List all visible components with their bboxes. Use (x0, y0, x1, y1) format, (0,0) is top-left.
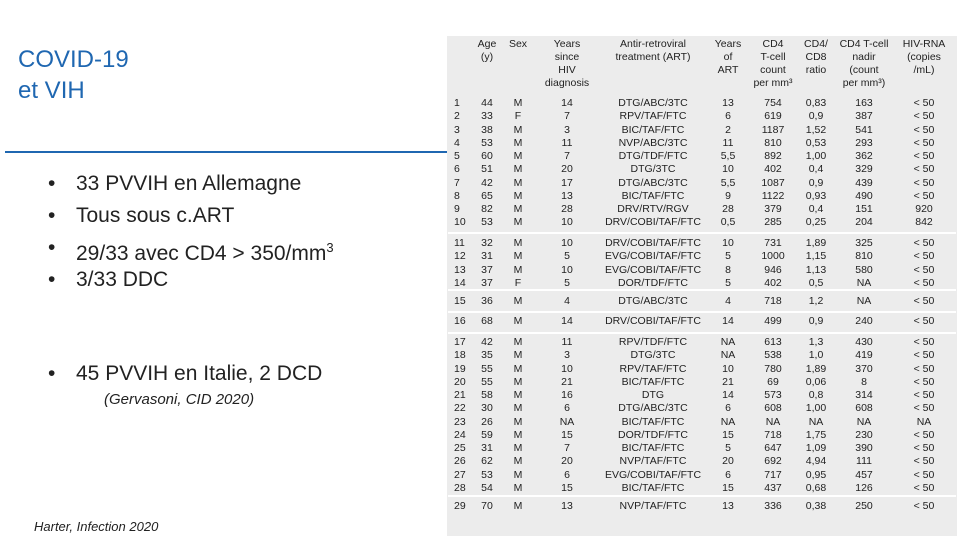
cell-years-of-art: 13 6 2 11 5,5 10 5,5 9 28 0,5 (720, 97, 736, 229)
bullet-list-germany (76, 168, 334, 296)
cell-cd4-nadir: 163 387 541 293 362 329 439 490 151 204 (855, 97, 873, 229)
cell-sex: M (513, 315, 523, 327)
header-cd4-count: CD4 T-cell count per mm³ (753, 38, 793, 89)
reference: Harter, Infection 2020 (34, 519, 159, 534)
header-years-of-art: Years of ART (714, 38, 742, 76)
cell-years-of-art: 13 (722, 500, 734, 512)
cell-age: 70 (481, 500, 493, 512)
bullet-item: • 3/33 DDC (76, 264, 334, 296)
cell-patient-number: 17 18 19 20 21 22 23 24 25 26 27 28 (454, 336, 466, 494)
cell-hiv-rna: < 50 < 50 < 50 < 50 < 50 < 50 NA < 50 < 50 < 50 < 50 < 50 (913, 336, 935, 494)
slide-title-line1: COVID-19 (18, 46, 129, 73)
cell-age: 42 35 55 55 58 30 26 59 31 62 53 54 (481, 336, 493, 494)
cell-patient-number: 11 12 13 14 (454, 237, 466, 289)
cell-hiv-rna: < 50 < 50 < 50 < 50 (913, 237, 935, 289)
cell-cd4-count: 336 (764, 500, 782, 512)
row-group-divider (448, 495, 956, 497)
cell-art: NVP/TAF/FTC (619, 500, 687, 512)
cell-cd4-count: 731 1000 946 402 (761, 237, 785, 289)
cell-sex: M (513, 500, 523, 512)
cell-years-since-diagnosis: 14 (561, 315, 573, 327)
cell-art: RPV/TDF/FTC DTG/3TC RPV/TAF/FTC BIC/TAF/FTC DTG DTG/ABC/3TC BIC/TAF/FTC DOR/TDF/FTC BIC/TAF/FTC NVP/TAF/FTC EVG/COBI/TAF/FTC BIC/TAF/FTC (604, 336, 702, 494)
cell-cd4-count: 718 (764, 295, 782, 307)
cell-cd4-nadir: NA (856, 295, 872, 307)
cell-art: DTG/ABC/3TC RPV/TAF/FTC BIC/TAF/FTC NVP/ABC/3TC DTG/TDF/FTC DTG/3TC DTG/ABC/3TC BIC/TAF/FTC DRV/RTV/RGV DRV/COBI/TAF/FTC (605, 97, 701, 229)
cell-cd4-nadir: 430 419 370 8 314 608 NA 230 390 111 457 126 (855, 336, 873, 494)
cell-age: 32 31 37 37 (481, 237, 493, 289)
header-years-since-diagnosis: Years since HIV diagnosis (544, 38, 590, 89)
slide-title (18, 44, 129, 106)
cell-years-since-diagnosis: 13 (561, 500, 573, 512)
header-cd4-nadir: CD4 T-cell nadir (count per mm³) (839, 38, 889, 89)
cell-art: DRV/COBI/TAF/FTC (605, 315, 701, 327)
header-art: Antir-retroviral treatment (ART) (615, 38, 691, 63)
cell-cd4-cd8-ratio: 0,9 (808, 315, 824, 327)
cell-hiv-rna: < 50 (913, 315, 935, 327)
cell-sex: M M M M M M M M M M M M (513, 336, 523, 494)
cell-age: 68 (481, 315, 493, 327)
header-sex: Sex (508, 38, 528, 50)
cell-cd4-cd8-ratio: 1,3 1,0 1,89 0,06 0,8 1,00 NA 1,75 1,09 4,94 0,95 0,68 (805, 336, 827, 494)
cell-patient-number: 1 2 3 4 5 6 7 8 9 10 (454, 97, 466, 229)
cell-hiv-rna: < 50 (913, 295, 935, 307)
cell-art: DTG/ABC/3TC (618, 295, 688, 307)
cell-years-of-art: 14 (722, 315, 734, 327)
header-cd4-cd8-ratio: CD4/ CD8 ratio (804, 38, 828, 76)
cell-cd4-nadir: 325 810 580 NA (855, 237, 873, 289)
cell-cd4-nadir: 240 (855, 315, 873, 327)
cell-cd4-cd8-ratio: 1,2 (808, 295, 824, 307)
cell-years-of-art: 4 (725, 295, 731, 307)
cell-patient-number: 16 (454, 315, 466, 327)
bullet-item: • 33 PVVIH en Allemagne (76, 168, 334, 200)
cell-art: DRV/COBI/TAF/FTC EVG/COBI/TAF/FTC EVG/COBI/TAF/FTC DOR/TDF/FTC (604, 237, 702, 289)
row-group-divider (448, 232, 956, 234)
bullet-item: • 45 PVVIH en Italie, 2 DCD (76, 358, 322, 390)
cell-cd4-cd8-ratio: 0,83 0,9 1,52 0,53 1,00 0,4 0,9 0,93 0,4 0,25 (805, 97, 827, 229)
cell-patient-number: 29 (454, 500, 466, 512)
cell-sex: M M M F (513, 237, 523, 289)
bullet-list-italy (76, 358, 322, 390)
cell-years-of-art: 10 5 8 5 (722, 237, 734, 289)
row-group-divider (448, 311, 956, 313)
bullet-item: • 29/33 avec $CD4 > 350/mm^3$ (76, 232, 334, 264)
cell-age: 44 33 38 53 60 51 42 65 82 53 (481, 97, 493, 229)
cell-cd4-nadir: 250 (855, 500, 873, 512)
cell-cd4-count: 613 538 780 69 573 608 NA 718 647 692 717 437 (764, 336, 782, 494)
cell-years-since-diagnosis: 14 7 3 11 7 20 17 13 28 10 (561, 97, 573, 229)
citation: (Gervasoni, CID 2020) (104, 391, 255, 408)
cell-cd4-cd8-ratio: 1,89 1,15 1,13 0,5 (805, 237, 827, 289)
slide-title-line2: et VIH (18, 77, 85, 104)
cell-years-since-diagnosis: 10 5 10 5 (561, 237, 573, 289)
cell-cd4-cd8-ratio: 0,38 (805, 500, 827, 512)
cell-sex: M (513, 295, 523, 307)
header-age: Age (y) (477, 38, 497, 63)
cell-sex: M F M M M M M M M M (513, 97, 523, 229)
cell-hiv-rna: < 50 (913, 500, 935, 512)
row-group-divider (448, 332, 956, 334)
cell-cd4-count: 754 619 1187 810 892 402 1087 1122 379 285 (761, 97, 785, 229)
cell-cd4-count: 499 (764, 315, 782, 327)
header-hiv-rna: HIV-RNA (copies /mL) (902, 38, 946, 76)
cell-patient-number: 15 (454, 295, 466, 307)
bullet-item: • Tous sous c.ART (76, 200, 334, 232)
cell-years-since-diagnosis: 4 (564, 295, 570, 307)
cell-age: 36 (481, 295, 493, 307)
cell-years-of-art: NA NA 10 21 14 6 NA 15 5 20 6 15 (720, 336, 736, 494)
cell-years-since-diagnosis: 11 3 10 21 16 6 NA 15 7 20 6 15 (559, 336, 575, 494)
cell-hiv-rna: < 50 < 50 < 50 < 50 < 50 < 50 < 50 < 50 920 842 (913, 97, 935, 229)
